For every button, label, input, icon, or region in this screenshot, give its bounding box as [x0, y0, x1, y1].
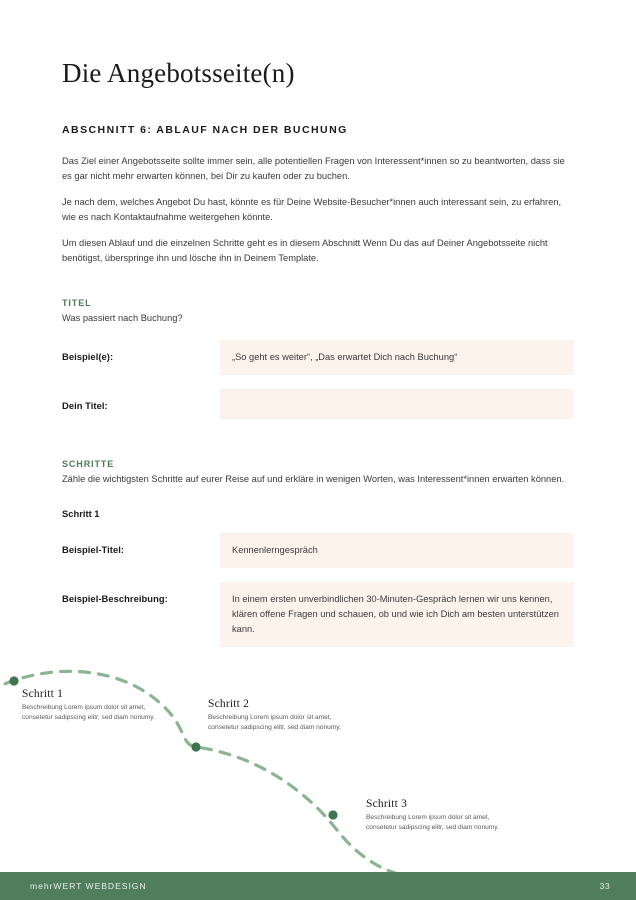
- timeline-step-description: Beschreibung Lorem ipsum dolor sit amet, consetetur sadipscing elitr, sed diam nonumy.: [22, 704, 155, 721]
- beispiel-beschreibung-field[interactable]: In einem ersten unverbindlichen 30-Minuten-Gespräch lernen wir uns kennen, klären offene Fragen und schauen, ob und wie ich Dich am besten unterstützen kann.: [220, 582, 574, 647]
- timeline-dot-3: [328, 810, 337, 819]
- intro-paragraph: Das Ziel einer Angebotsseite sollte immer sein, alle potentiellen Fragen von Interessent*innen so zu beantworten, dass sie es gar nicht mehr erwarten können, bei Dir zu kaufen oder zu buchen.: [62, 156, 565, 182]
- timeline-dot-2: [191, 742, 200, 751]
- intro-paragraph: Je nach dem, welches Angebot Du hast, könnte es für Deine Website-Besucher*innen auch interessant sein, zu erfahren, wie es nach Kontaktaufnahme weitergehen könnte.: [62, 197, 562, 223]
- content-column: [62, 0, 574, 647]
- intro-text: [62, 154, 574, 266]
- footer-page-number: 33: [599, 881, 610, 891]
- schritte-label: SCHRITTE: [62, 458, 115, 469]
- timeline-step-1: [22, 688, 172, 723]
- timeline-step-description: Beschreibung Lorem ipsum dolor sit amet, consetetur sadipscing elitr, sed diam nonumy.: [208, 714, 341, 731]
- row-label: Beispiel-Titel:: [62, 544, 125, 556]
- timeline-step-title: Schritt 2: [208, 698, 250, 710]
- form-row-beispiele: [62, 340, 574, 375]
- timeline-step-title: Schritt 1: [22, 688, 64, 700]
- row-label: Dein Titel:: [62, 399, 108, 411]
- titel-question: Was passiert nach Buchung?: [62, 313, 183, 324]
- beispiel-titel-field[interactable]: Kennenlerngespräch: [220, 533, 574, 568]
- step-name: Schritt 1: [62, 508, 100, 520]
- titel-label: TITEL: [62, 298, 92, 309]
- dein-titel-field[interactable]: [220, 389, 574, 419]
- section-heading: ABSCHNITT 6: ABLAUF NACH DER BUCHUNG: [62, 124, 348, 137]
- timeline-dot-1: [9, 676, 18, 685]
- intro-paragraph: Um diesen Ablauf und die einzelnen Schritte geht es in diesem Abschnitt Wenn Du das auf Deiner Angebotsseite nicht benötigst, überspringe ihn und lösche ihn in Deinem Template.: [62, 238, 548, 264]
- form-row-beispiel-titel: [62, 533, 574, 568]
- beispiele-field[interactable]: „So geht es weiter“, „Das erwartet Dich nach Buchung“: [220, 340, 574, 375]
- form-row-beispiel-beschreibung: [62, 582, 574, 647]
- page-title: Die Angebotsseite(n): [62, 58, 295, 88]
- timeline-step-2: [208, 698, 358, 733]
- page-footer: [0, 872, 636, 900]
- schritte-block: [62, 459, 574, 647]
- timeline-step-description: Beschreibung Lorem ipsum dolor sit amet, consetetur sadipscing elitr, sed diam nonumy.: [366, 814, 499, 831]
- row-label: Beispiel-Beschreibung:: [62, 592, 168, 604]
- timeline-step-3: [366, 798, 516, 833]
- row-label: Beispiel(e):: [62, 350, 114, 362]
- form-row-dein-titel: [62, 389, 574, 419]
- timeline-step-title: Schritt 3: [366, 798, 408, 810]
- footer-brand: mehrWERT WEBDESIGN: [30, 881, 147, 891]
- timeline-curve-svg: [0, 650, 636, 875]
- titel-block: [62, 298, 574, 418]
- timeline-graphic: [0, 650, 636, 875]
- schritte-instruction: Zähle die wichtigsten Schritte auf eurer Reise auf und erkläre in wenigen Worten, was Interessent*innen erwarten können.: [62, 473, 565, 484]
